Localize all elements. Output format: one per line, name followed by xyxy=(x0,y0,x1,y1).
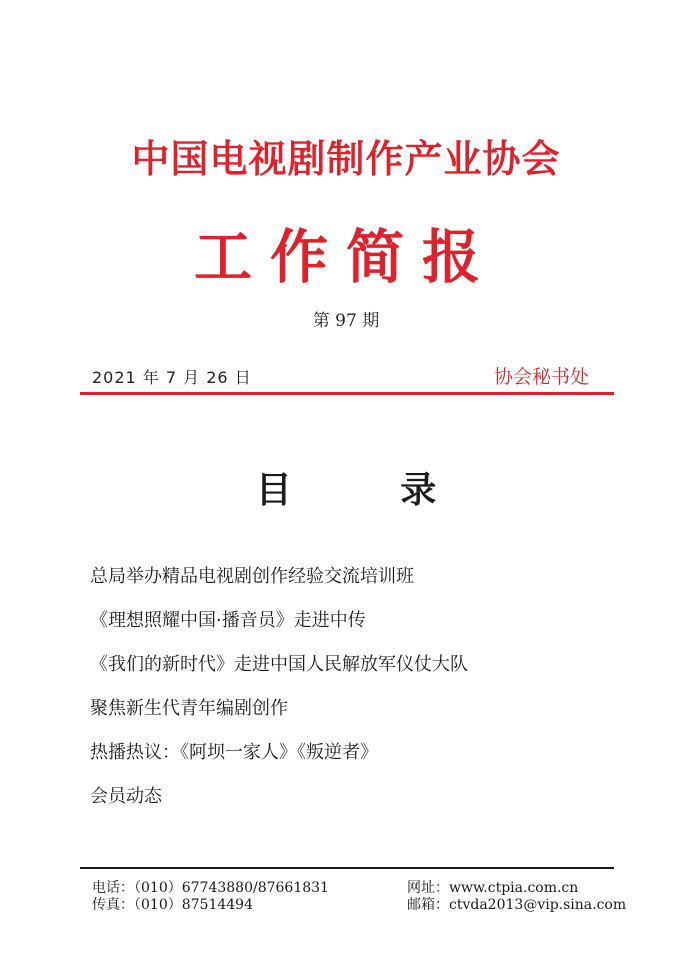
email-link[interactable]: 邮箱：ctvda2013@vip.sina.com xyxy=(407,897,627,913)
footer-divider xyxy=(80,867,614,869)
issue-date: 2021 年 7 月 26 日 xyxy=(92,368,252,387)
website-link[interactable]: 网址：www.ctpia.com.cn xyxy=(407,880,579,896)
issue-number: 第 97 期 xyxy=(312,311,380,331)
toc-item: 热播热议：《阿坝一家人》《叛逆者》 xyxy=(90,742,378,763)
toc-item: 《理想照耀中国·播音员》走进中传 xyxy=(90,610,366,631)
fax-number: 传真：（010）87514494 xyxy=(92,897,253,913)
publication-title: 工作简报 xyxy=(193,223,498,291)
toc-item: 总局举办精品电视剧创作经验交流培训班 xyxy=(90,566,414,587)
toc-list xyxy=(90,555,630,819)
issuing-office: 协会秘书处 xyxy=(494,366,590,388)
phone-number: 电话：（010）67743880/87661831 xyxy=(92,880,329,896)
organization-title: 中国电视剧制作产业协会 xyxy=(131,136,561,181)
toc-item: 《我们的新时代》走进中国人民解放军仪仗大队 xyxy=(90,654,468,675)
toc-heading: 目 录 xyxy=(255,469,485,511)
toc-item: 会员动态 xyxy=(90,786,162,807)
toc-item: 聚焦新生代青年编剧创作 xyxy=(90,698,288,719)
red-divider xyxy=(80,392,614,395)
contact-web-email xyxy=(407,880,626,914)
contact-phone-fax xyxy=(92,880,329,914)
